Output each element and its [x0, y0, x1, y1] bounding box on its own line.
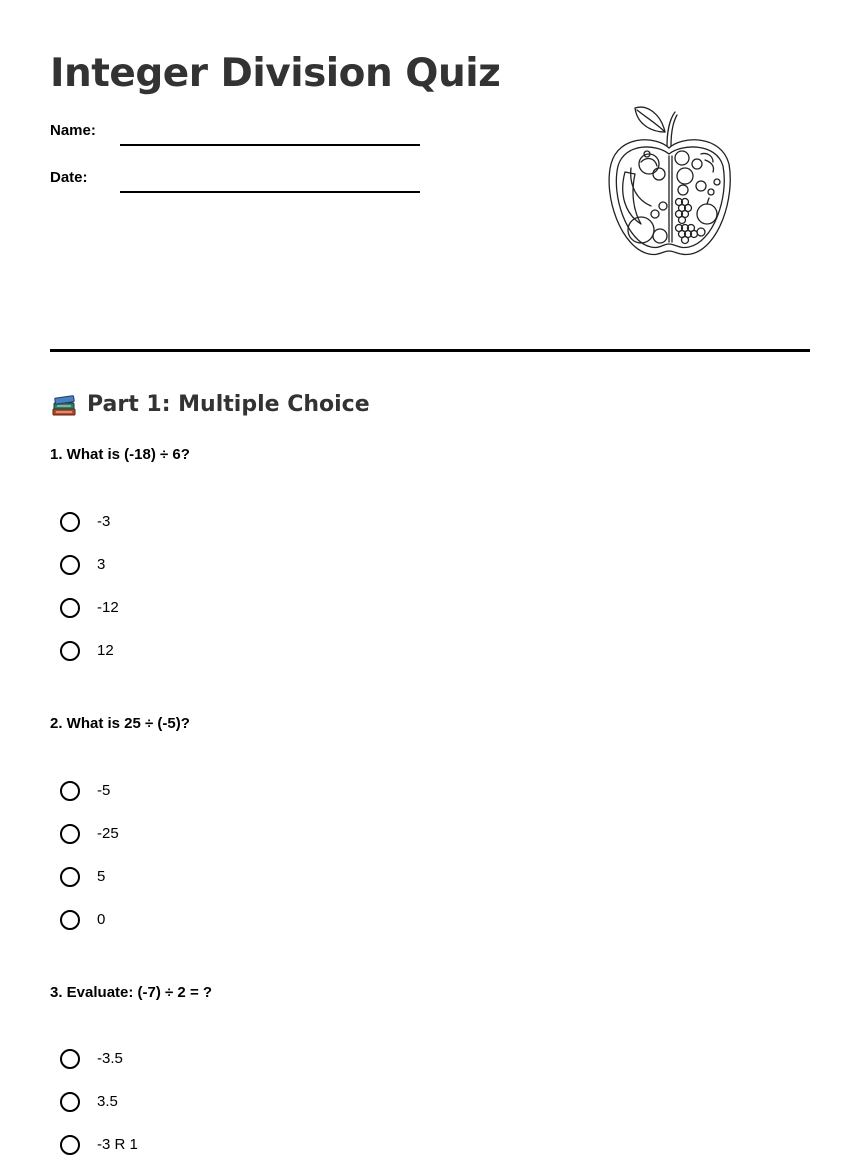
radio-button[interactable] [60, 824, 80, 844]
date-label: Date: [50, 169, 88, 186]
question-text: 2. What is 25 ÷ (-5)? [50, 715, 190, 732]
option-label: 3 [97, 556, 106, 573]
name-label: Name: [50, 122, 96, 139]
radio-button[interactable] [60, 910, 80, 930]
section-heading [50, 388, 370, 420]
question-text: 1. What is (-18) ÷ 6? [50, 446, 190, 463]
option-2b[interactable] [60, 821, 119, 847]
option-1b[interactable] [60, 552, 105, 578]
option-label: -3 [97, 513, 111, 530]
option-label: 3.5 [97, 1093, 118, 1110]
section-title: Part 1: Multiple Choice [87, 391, 370, 417]
page-title: Integer Division Quiz [50, 51, 501, 96]
option-3b[interactable] [60, 1089, 118, 1115]
name-field [50, 122, 420, 152]
apple-fruit-illustration [605, 102, 737, 262]
date-line[interactable] [120, 191, 420, 193]
option-label: -5 [97, 782, 111, 799]
option-label: -3 R 1 [97, 1136, 138, 1153]
books-icon [50, 390, 78, 418]
header-divider [50, 349, 810, 352]
radio-button[interactable] [60, 781, 80, 801]
option-3c[interactable] [60, 1132, 138, 1158]
option-label: 5 [97, 868, 106, 885]
option-1a[interactable] [60, 509, 110, 535]
radio-button[interactable] [60, 598, 80, 618]
radio-button[interactable] [60, 641, 80, 661]
radio-button[interactable] [60, 555, 80, 575]
radio-button[interactable] [60, 1135, 80, 1155]
option-label: -3.5 [97, 1050, 123, 1067]
option-2d[interactable] [60, 907, 105, 933]
option-1c[interactable] [60, 595, 119, 621]
name-line[interactable] [120, 144, 420, 146]
radio-button[interactable] [60, 512, 80, 532]
option-1d[interactable] [60, 638, 114, 664]
radio-button[interactable] [60, 1092, 80, 1112]
option-label: -25 [97, 825, 119, 842]
option-3a[interactable] [60, 1046, 123, 1072]
option-label: -12 [97, 599, 119, 616]
quiz-page [50, 0, 810, 1161]
date-field [50, 169, 420, 199]
question-text: 3. Evaluate: (-7) ÷ 2 = ? [50, 984, 213, 1001]
radio-button[interactable] [60, 867, 80, 887]
radio-button[interactable] [60, 1049, 80, 1069]
option-label: 0 [97, 911, 106, 928]
option-2a[interactable] [60, 778, 110, 804]
option-2c[interactable] [60, 864, 105, 890]
option-label: 12 [97, 642, 114, 659]
